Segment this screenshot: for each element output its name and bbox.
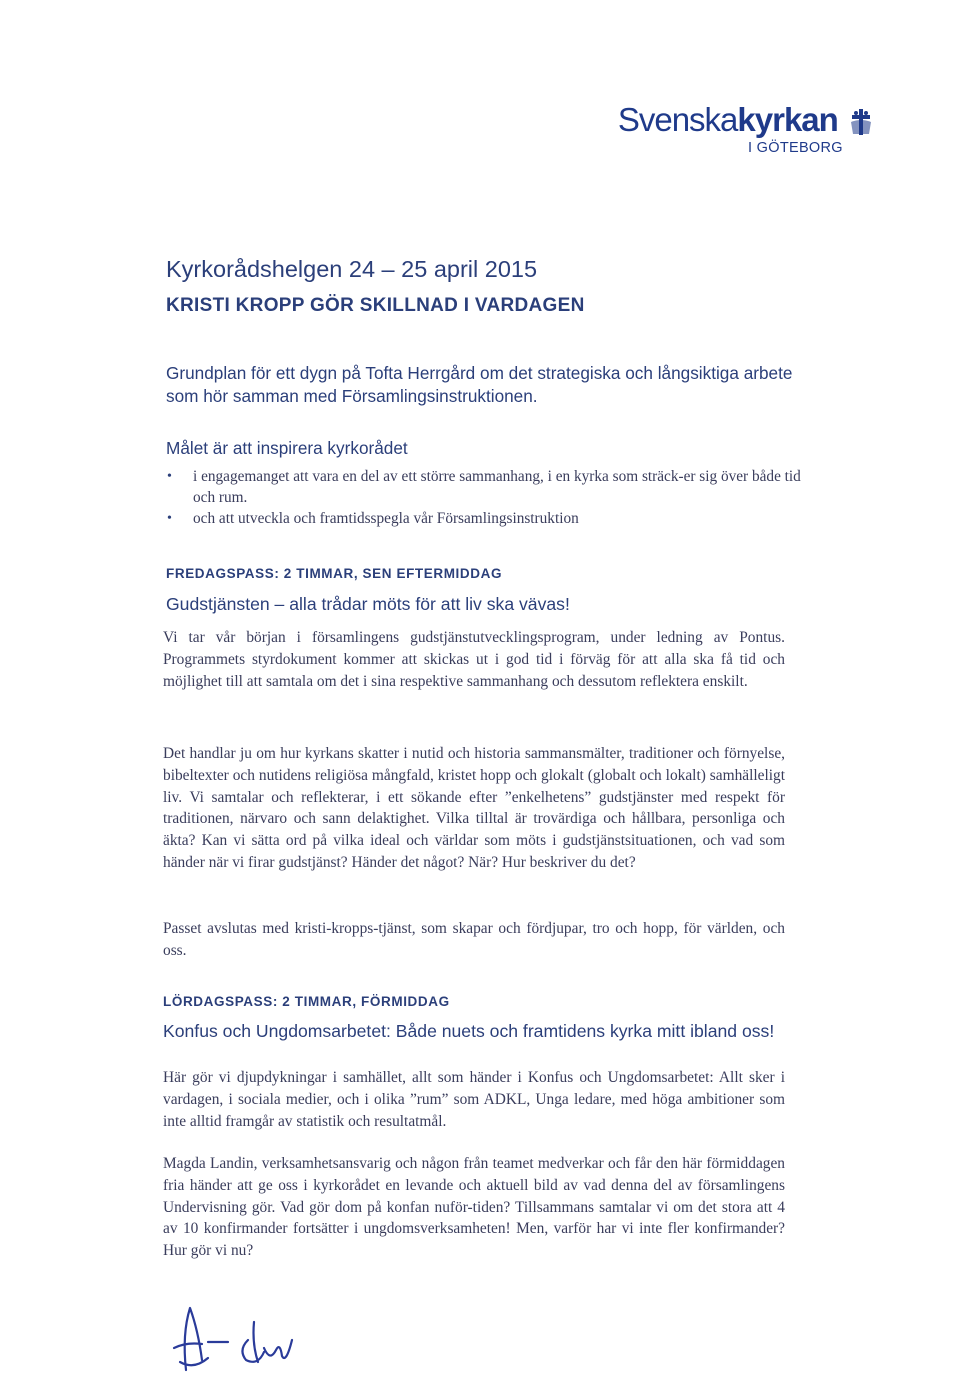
goal-bullet-text: i engagemanget att vara en del av ett större sammanhang, i en kyrka som sträck-er sig över både tid och rum. bbox=[193, 468, 801, 506]
brand-name bbox=[614, 100, 874, 140]
saturday-section-heading: LÖRDAGSPASS: 2 TIMMAR, FÖRMIDDAG bbox=[163, 994, 450, 1009]
document-title: Kyrkorådshelgen 24 – 25 april 2015 bbox=[166, 256, 538, 282]
brand-svenska: Svenska bbox=[617, 101, 738, 138]
saturday-section-lead: Konfus och Ungdomsarbetet: Både nuets och framtidens kyrka mitt ibland oss! bbox=[163, 1021, 775, 1041]
saturday-paragraph-1: Här gör vi djupdykningar i samhället, allt som händer i Konfus och Ungdomsarbetet: Allt sker i vardagen, i sociala medier, och i olika ”rum” som ADKL, Unga ledare, med höga ambitioner som inte alltid framgår av statistik och resultatmål. bbox=[163, 1069, 785, 1130]
friday-paragraph-1: Vi tar vår början i församlingens gudstjänstutvecklingsprogram, under ledning av Pontus. Programmets styrdokument kommer att skickas ut i god tid i förväg för att alla ska få tid och möjlighet till att samtala om det i sina respektive sammanhang och dessutom reflektera enskilt. bbox=[163, 629, 785, 690]
brand-kyrkan: kyrkan bbox=[737, 101, 838, 138]
goal-bullet bbox=[166, 466, 806, 508]
friday-paragraph-3: Passet avslutas med kristi-kropps-tjänst, som skapar och fördjupar, tro och hopp, för världen, och oss. bbox=[163, 920, 785, 959]
brand-logo bbox=[614, 100, 874, 156]
goal-bullet-list bbox=[166, 466, 806, 529]
bullet-icon: • bbox=[167, 469, 172, 484]
intro-paragraph: Grundplan för ett dygn på Tofta Herrgård om det strategiska och långsiktiga arbete som hör samman med Församlingsinstruktionen. bbox=[166, 363, 793, 406]
church-cross-icon bbox=[848, 108, 874, 136]
document-subtitle: KRISTI KROPP GÖR SKILLNAD I VARDAGEN bbox=[166, 295, 585, 316]
handwritten-signature bbox=[168, 1300, 308, 1372]
goal-heading: Målet är att inspirera kyrkorådet bbox=[166, 438, 408, 458]
friday-paragraph-2: Det handlar ju om hur kyrkans skatter i nutid och historia sammansmälter, traditioner och förnyelse, bibeltexter och nutidens religiösa mångfald, kristet hopp och glokalt (globalt och lokalt) samhälleligt liv. Vi samtalar och reflekterar, i ett sökande efter ”enkelhetens” gudstjänster med respekt för traditionen, närvaro och sann delaktighet. Vilka tilltal är trovärdiga och hållbara, personliga och äkta? Kan vi sätta ord på vilka ideal och världar som möts i gudstjänstsituationen, och vad som händer när vi firar gudstjänst? Händer det något? När? Hur beskriver du det? bbox=[163, 745, 785, 871]
bullet-icon: • bbox=[167, 511, 172, 526]
brand-subtitle: I GÖTEBORG bbox=[748, 140, 843, 156]
goal-bullet bbox=[166, 508, 806, 529]
friday-section-lead: Gudstjänsten – alla trådar möts för att liv ska vävas! bbox=[166, 594, 570, 614]
goal-bullet-text: och att utveckla och framtidsspegla vår Församlingsinstruktion bbox=[193, 510, 579, 527]
saturday-paragraph-2: Magda Landin, verksamhetsansvarig och någon från teamet medverkar och får den här förmiddagen fria händer att ge oss i kyrkorådet en levande och aktuell bild av vad denna del av församlingens Undervisning gör. Vad gör dom på konfan nuför-tiden? Tillsammans samtalar vi om det stora att 4 av 10 konfirmander fortsätter i ungdomsverksamheten! Men, varför har vi inte fler konfirmander? Hur gör vi nu? bbox=[163, 1155, 785, 1260]
friday-section-heading: FREDAGSPASS: 2 TIMMAR, SEN EFTERMIDDAG bbox=[166, 566, 503, 581]
